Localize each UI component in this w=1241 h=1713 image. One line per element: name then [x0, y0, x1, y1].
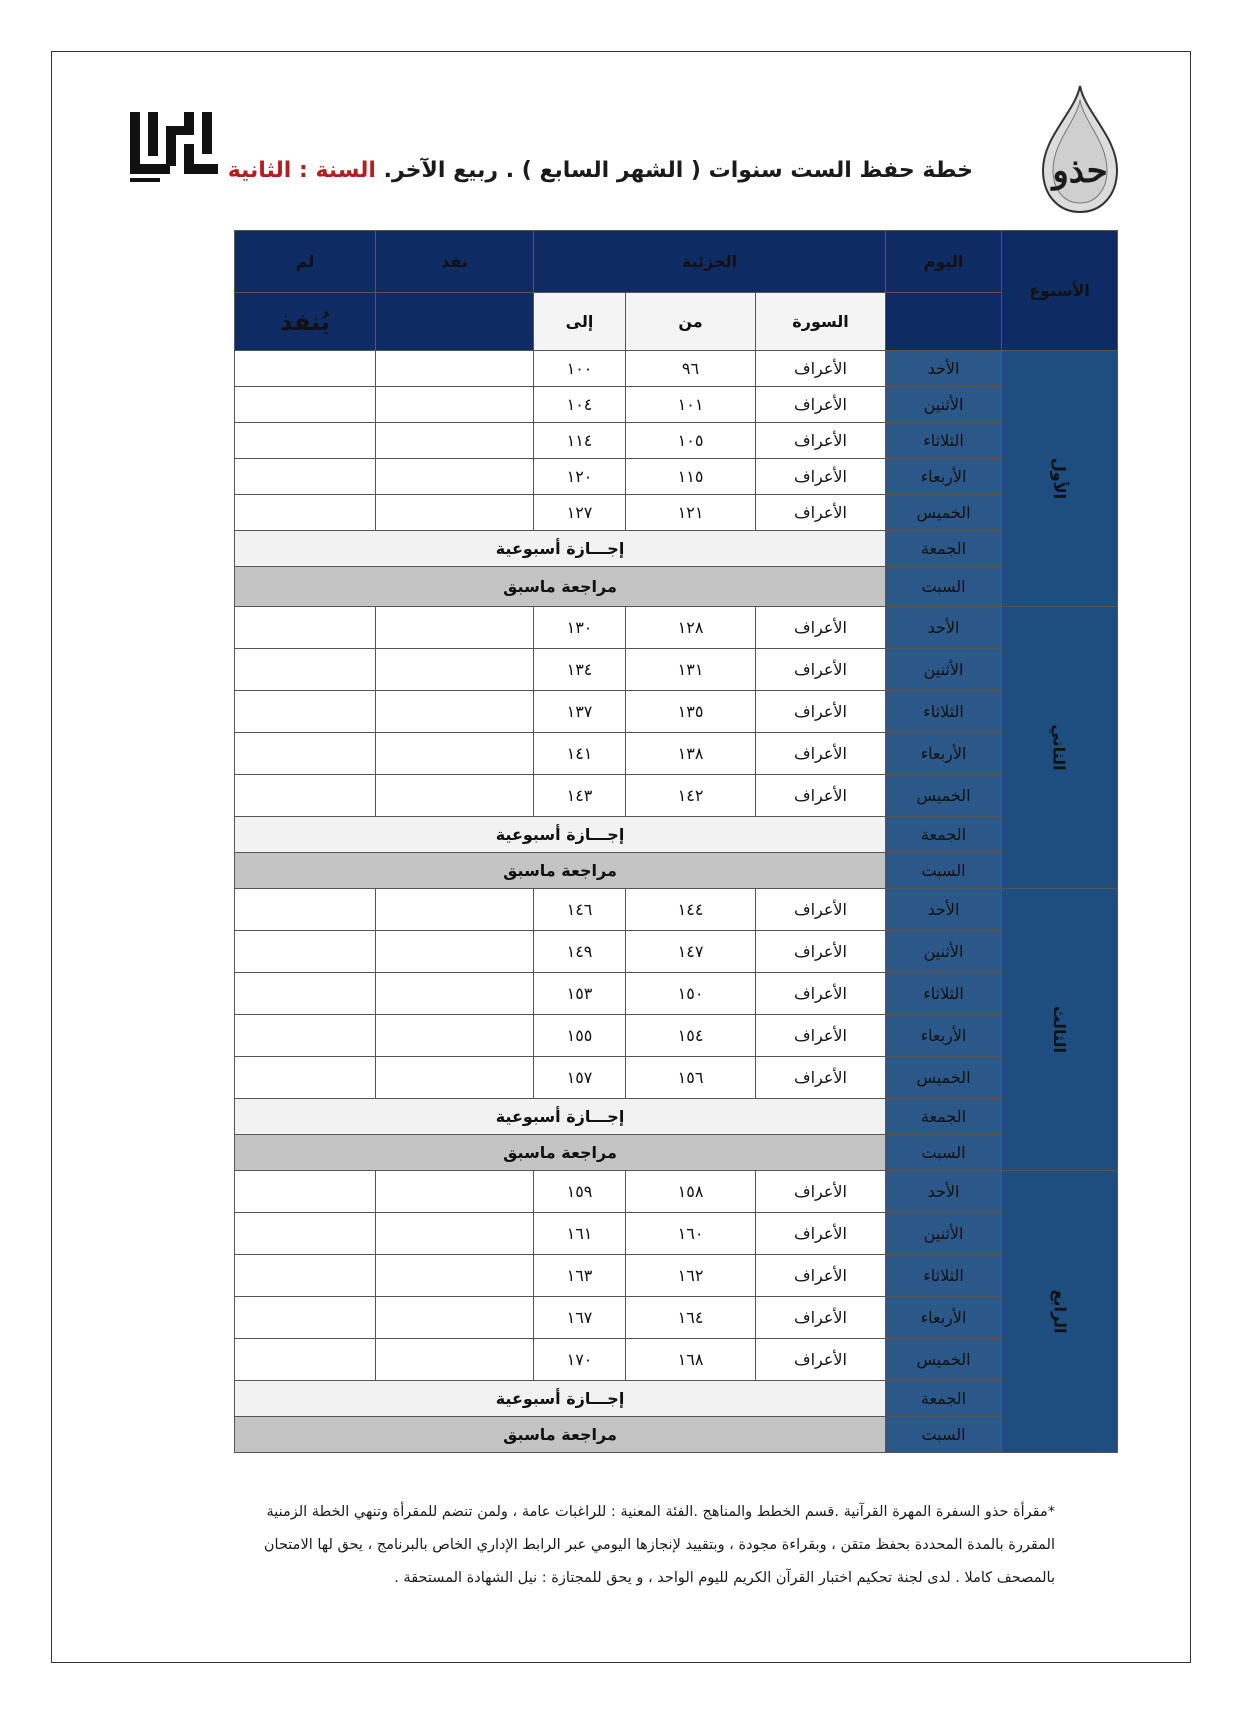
review-row [125, 853, 1118, 889]
done-checkbox-cell[interactable] [376, 691, 534, 733]
from-cell: ١٠٥ [626, 423, 756, 459]
table-row [125, 1297, 1118, 1339]
page-title [228, 158, 973, 183]
day-cell: الأحد [886, 351, 1002, 387]
surah-cell: الأعراف [756, 1255, 886, 1297]
table-row [125, 889, 1118, 931]
done-checkbox-cell[interactable] [376, 733, 534, 775]
not-done-checkbox-cell[interactable] [235, 1255, 376, 1297]
day-cell-saturday: السبت [886, 567, 1002, 607]
footer-line-1: *مقرأة حذو السفرة المهرة القرآنية .قسم الخطط والمناهج .الفئة المعنية : للراغبات عامة ، ولمن تنضم للمقرأة وتنهي الخطة الزمنية [266, 1504, 1055, 1520]
surah-cell: الأعراف [756, 495, 886, 531]
table-row [125, 1015, 1118, 1057]
week-name-cell [1002, 351, 1118, 607]
from-cell: ١٤٧ [626, 931, 756, 973]
review-label: مراجعة ماسبق [235, 567, 886, 607]
header-portion: الجزئية [534, 231, 886, 293]
title-main: خطة حفظ الست سنوات ( الشهر السابع ) . ربيع الآخر. [383, 158, 973, 183]
done-checkbox-cell[interactable] [376, 607, 534, 649]
surah-cell: الأعراف [756, 1297, 886, 1339]
footer-line-3: بالمصحف كاملا . لدى لجنة تحكيم اختبار القرآن الكريم لليوم الواحد ، و يحق للمجتازة : نيل الشهادة المستحقة . [394, 1570, 1055, 1586]
from-cell: ١٦٨ [626, 1339, 756, 1381]
day-cell-saturday: السبت [886, 1135, 1002, 1171]
surah-cell: الأعراف [756, 775, 886, 817]
from-cell: ١٥٨ [626, 1171, 756, 1213]
table-row [125, 607, 1118, 649]
not-done-checkbox-cell[interactable] [235, 649, 376, 691]
day-cell-saturday: السبت [886, 1417, 1002, 1453]
from-cell: ١٢١ [626, 495, 756, 531]
not-done-checkbox-cell[interactable] [235, 607, 376, 649]
svg-text:حذو: حذو [1052, 151, 1108, 191]
surah-cell: الأعراف [756, 387, 886, 423]
surah-cell: الأعراف [756, 733, 886, 775]
header-not-done: لم [235, 231, 376, 293]
day-cell: الأربعاء [886, 733, 1002, 775]
week-name-cell [1002, 889, 1118, 1171]
surah-cell: الأعراف [756, 1171, 886, 1213]
from-cell: ١٦٢ [626, 1255, 756, 1297]
not-done-checkbox-cell[interactable] [235, 889, 376, 931]
done-checkbox-cell[interactable] [376, 1057, 534, 1099]
day-cell: الأربعاء [886, 1015, 1002, 1057]
not-done-checkbox-cell[interactable] [235, 1297, 376, 1339]
review-row [125, 1135, 1118, 1171]
done-checkbox-cell[interactable] [376, 931, 534, 973]
from-cell: ١٥٦ [626, 1057, 756, 1099]
table-row [125, 459, 1118, 495]
header-not-done-2: يُنفذ [235, 293, 376, 351]
not-done-checkbox-cell[interactable] [235, 495, 376, 531]
header-day-blank [886, 293, 1002, 351]
to-cell: ١٠٤ [534, 387, 626, 423]
to-cell: ١٠٠ [534, 351, 626, 387]
header-day: اليوم [886, 231, 1002, 293]
day-cell: الأثنين [886, 931, 1002, 973]
to-cell: ١٣٤ [534, 649, 626, 691]
day-cell: الثلاثاء [886, 973, 1002, 1015]
table-row [125, 351, 1118, 387]
day-cell: الأثنين [886, 649, 1002, 691]
table-row [125, 1171, 1118, 1213]
to-cell: ١٥٧ [534, 1057, 626, 1099]
from-cell: ١٦٤ [626, 1297, 756, 1339]
itqan-kufic-logo [126, 108, 222, 186]
to-cell: ١٦١ [534, 1213, 626, 1255]
day-cell: الخميس [886, 495, 1002, 531]
week-name: الرابع [1050, 1289, 1070, 1334]
from-cell: ١٣١ [626, 649, 756, 691]
to-cell: ١٤١ [534, 733, 626, 775]
not-done-checkbox-cell[interactable] [235, 351, 376, 387]
day-cell: الثلاثاء [886, 691, 1002, 733]
not-done-checkbox-cell[interactable] [235, 1015, 376, 1057]
plan-body [125, 351, 1118, 1453]
weekly-holiday-label: إجـــازة أسبوعية [235, 817, 886, 853]
week-name: الثالث [1050, 1006, 1070, 1053]
review-label: مراجعة ماسبق [235, 1135, 886, 1171]
surah-cell: الأعراف [756, 351, 886, 387]
done-checkbox-cell[interactable] [376, 1171, 534, 1213]
table-row [125, 495, 1118, 531]
from-cell: ١١٥ [626, 459, 756, 495]
to-cell: ١٤٣ [534, 775, 626, 817]
to-cell: ١٢٠ [534, 459, 626, 495]
not-done-checkbox-cell[interactable] [235, 973, 376, 1015]
week-name: الأول [1050, 457, 1070, 500]
surah-cell: الأعراف [756, 691, 886, 733]
week-name: الثاني [1050, 724, 1070, 771]
to-cell: ١٤٩ [534, 931, 626, 973]
from-cell: ١٣٥ [626, 691, 756, 733]
surah-cell: الأعراف [756, 1339, 886, 1381]
surah-cell: الأعراف [756, 423, 886, 459]
footer-line-2: المقررة بالمدة المحددة بحفظ متقن ، وبقراءة مجودة ، وبتقييد لإنجازها اليومي عبر الرابط الإداري الخاص بالبرنامج ، يحق لها الامتحان [263, 1537, 1055, 1553]
done-checkbox-cell[interactable] [376, 1297, 534, 1339]
review-row [125, 1417, 1118, 1453]
table-row [125, 775, 1118, 817]
from-cell: ١٠١ [626, 387, 756, 423]
to-cell: ١١٤ [534, 423, 626, 459]
header-week: الأسبوع [1002, 231, 1118, 351]
holiday-row [125, 1381, 1118, 1417]
not-done-checkbox-cell[interactable] [235, 1339, 376, 1381]
table-row [125, 691, 1118, 733]
done-checkbox-cell[interactable] [376, 423, 534, 459]
surah-cell: الأعراف [756, 607, 886, 649]
review-label: مراجعة ماسبق [235, 1417, 886, 1453]
not-done-checkbox-cell[interactable] [235, 387, 376, 423]
weekly-holiday-label: إجـــازة أسبوعية [235, 1381, 886, 1417]
from-cell: ٩٦ [626, 351, 756, 387]
table-row [125, 733, 1118, 775]
to-cell: ١٦٧ [534, 1297, 626, 1339]
footer-note [185, 1496, 1055, 1595]
from-cell: ١٥٠ [626, 973, 756, 1015]
day-cell: الأثنين [886, 387, 1002, 423]
week-name-cell [1002, 607, 1118, 889]
from-cell: ١٢٨ [626, 607, 756, 649]
not-done-checkbox-cell[interactable] [235, 1171, 376, 1213]
to-cell: ١٧٠ [534, 1339, 626, 1381]
day-cell: الخميس [886, 1339, 1002, 1381]
to-cell: ١٥٩ [534, 1171, 626, 1213]
day-cell: الأحد [886, 889, 1002, 931]
done-checkbox-cell[interactable] [376, 1213, 534, 1255]
day-cell: الثلاثاء [886, 1255, 1002, 1297]
surah-cell: الأعراف [756, 973, 886, 1015]
not-done-checkbox-cell[interactable] [235, 931, 376, 973]
hathw-drop-logo [1035, 82, 1125, 217]
day-cell: الأثنين [886, 1213, 1002, 1255]
day-cell-friday: الجمعة [886, 817, 1002, 853]
done-checkbox-cell[interactable] [376, 1339, 534, 1381]
to-cell: ١٣٠ [534, 607, 626, 649]
done-checkbox-cell[interactable] [376, 1255, 534, 1297]
review-row [125, 567, 1118, 607]
table-row [125, 1057, 1118, 1099]
table-row [125, 649, 1118, 691]
day-cell-friday: الجمعة [886, 1381, 1002, 1417]
day-cell: الأربعاء [886, 1297, 1002, 1339]
from-cell: ١٣٨ [626, 733, 756, 775]
done-checkbox-cell[interactable] [376, 973, 534, 1015]
surah-cell: الأعراف [756, 459, 886, 495]
to-cell: ١٤٦ [534, 889, 626, 931]
done-checkbox-cell[interactable] [376, 1015, 534, 1057]
day-cell: الأحد [886, 607, 1002, 649]
table-row [125, 1213, 1118, 1255]
surah-cell: الأعراف [756, 1057, 886, 1099]
header-done: نفذ [376, 231, 534, 293]
to-cell: ١٥٣ [534, 973, 626, 1015]
to-cell: ١٢٧ [534, 495, 626, 531]
holiday-row [125, 1099, 1118, 1135]
week-name-cell [1002, 1171, 1118, 1453]
day-cell: الثلاثاء [886, 423, 1002, 459]
day-cell: الخميس [886, 775, 1002, 817]
not-done-checkbox-cell[interactable] [235, 1213, 376, 1255]
header-surah: السورة [756, 293, 886, 351]
holiday-row [125, 531, 1118, 567]
not-done-checkbox-cell[interactable] [235, 733, 376, 775]
weekly-holiday-label: إجـــازة أسبوعية [235, 531, 886, 567]
memorization-plan-table [124, 230, 1118, 1453]
done-checkbox-cell[interactable] [376, 649, 534, 691]
header-done-blank [376, 293, 534, 351]
from-cell: ١٤٤ [626, 889, 756, 931]
holiday-row [125, 817, 1118, 853]
from-cell: ١٦٠ [626, 1213, 756, 1255]
to-cell: ١٣٧ [534, 691, 626, 733]
surah-cell: الأعراف [756, 1213, 886, 1255]
day-cell: الأحد [886, 1171, 1002, 1213]
not-done-checkbox-cell[interactable] [235, 1057, 376, 1099]
done-checkbox-cell[interactable] [376, 387, 534, 423]
title-year: السنة : الثانية [227, 158, 376, 183]
surah-cell: الأعراف [756, 649, 886, 691]
day-cell: الأربعاء [886, 459, 1002, 495]
to-cell: ١٦٣ [534, 1255, 626, 1297]
from-cell: ١٥٤ [626, 1015, 756, 1057]
not-done-checkbox-cell[interactable] [235, 691, 376, 733]
not-done-checkbox-cell[interactable] [235, 423, 376, 459]
day-cell-saturday: السبت [886, 853, 1002, 889]
done-checkbox-cell[interactable] [376, 775, 534, 817]
done-checkbox-cell[interactable] [376, 889, 534, 931]
table-row [125, 423, 1118, 459]
not-done-checkbox-cell[interactable] [235, 775, 376, 817]
done-checkbox-cell[interactable] [376, 459, 534, 495]
from-cell: ١٤٢ [626, 775, 756, 817]
header-to: إلى [534, 293, 626, 351]
surah-cell: الأعراف [756, 931, 886, 973]
day-cell-friday: الجمعة [886, 1099, 1002, 1135]
table-row [125, 1255, 1118, 1297]
review-label: مراجعة ماسبق [235, 853, 886, 889]
table-row [125, 973, 1118, 1015]
not-done-checkbox-cell[interactable] [235, 459, 376, 495]
table-row [125, 931, 1118, 973]
done-checkbox-cell[interactable] [376, 495, 534, 531]
done-checkbox-cell[interactable] [376, 351, 534, 387]
day-cell-friday: الجمعة [886, 531, 1002, 567]
header-from: من [626, 293, 756, 351]
day-cell: الخميس [886, 1057, 1002, 1099]
weekly-holiday-label: إجـــازة أسبوعية [235, 1099, 886, 1135]
surah-cell: الأعراف [756, 889, 886, 931]
to-cell: ١٥٥ [534, 1015, 626, 1057]
table-row [125, 1339, 1118, 1381]
surah-cell: الأعراف [756, 1015, 886, 1057]
table-row [125, 387, 1118, 423]
